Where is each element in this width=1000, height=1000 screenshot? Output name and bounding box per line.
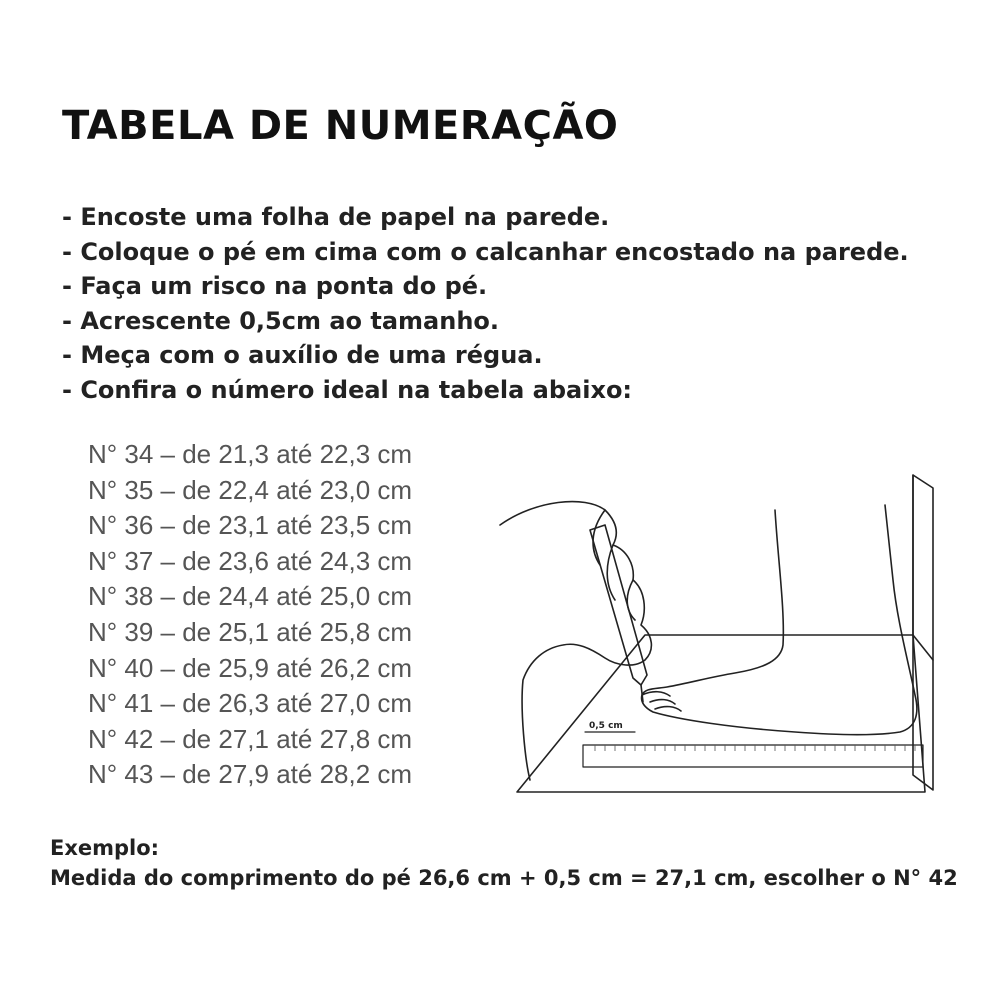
paper-sheet [517,635,925,792]
pencil [590,525,647,685]
instruction-item: - Coloque o pé em cima com o calcanhar encostado na parede. [62,237,909,266]
size-row: N° 43 – de 27,9 até 28,2 cm [88,759,413,790]
instruction-item: - Confira o número ideal na tabela abaixo: [62,375,633,404]
size-row: N° 40 – de 25,9 até 26,2 cm [88,652,413,683]
instructions-list [62,200,909,407]
size-row: N° 37 – de 23,6 até 24,3 cm [88,545,413,576]
size-row: N° 39 – de 25,1 até 25,8 cm [88,616,413,647]
paper-wall-crease [913,635,933,660]
wall-shape [913,475,933,790]
foot-outline [642,505,917,735]
page-title: TABELA DE NUMERAÇÃO [62,103,619,149]
instruction-item: - Faça um risco na ponta do pé. [62,272,488,300]
size-row: N° 34 – de 21,3 até 22,3 cm [88,439,413,469]
size-row: N° 41 – de 26,3 até 27,0 cm [88,688,413,719]
size-row: N° 36 – de 23,1 até 23,5 cm [88,510,413,541]
size-row: N° 42 – de 27,1 até 27,8 cm [88,723,413,754]
foot-measuring-illustration [495,470,945,800]
instruction-item: - Acrescente 0,5cm ao tamanho. [62,306,500,335]
size-row: N° 38 – de 24,4 até 25,0 cm [88,581,413,612]
ruler [583,745,923,767]
hand-outline [500,502,651,780]
size-row: N° 35 – de 22,4 até 23,0 cm [88,474,413,505]
instruction-item: - Meça com o auxílio de uma régua. [62,341,543,369]
instruction-item: - Encoste uma folha de papel na parede. [62,203,610,231]
example-label: Exemplo: [50,836,160,860]
offset-label: 0,5 cm [589,721,623,731]
example-text: Medida do comprimento do pé 26,6 cm + 0,5 cm = 27,1 cm, escolher o N° 42 [50,866,958,890]
size-table [88,437,412,793]
ruler-ticks [595,745,915,751]
